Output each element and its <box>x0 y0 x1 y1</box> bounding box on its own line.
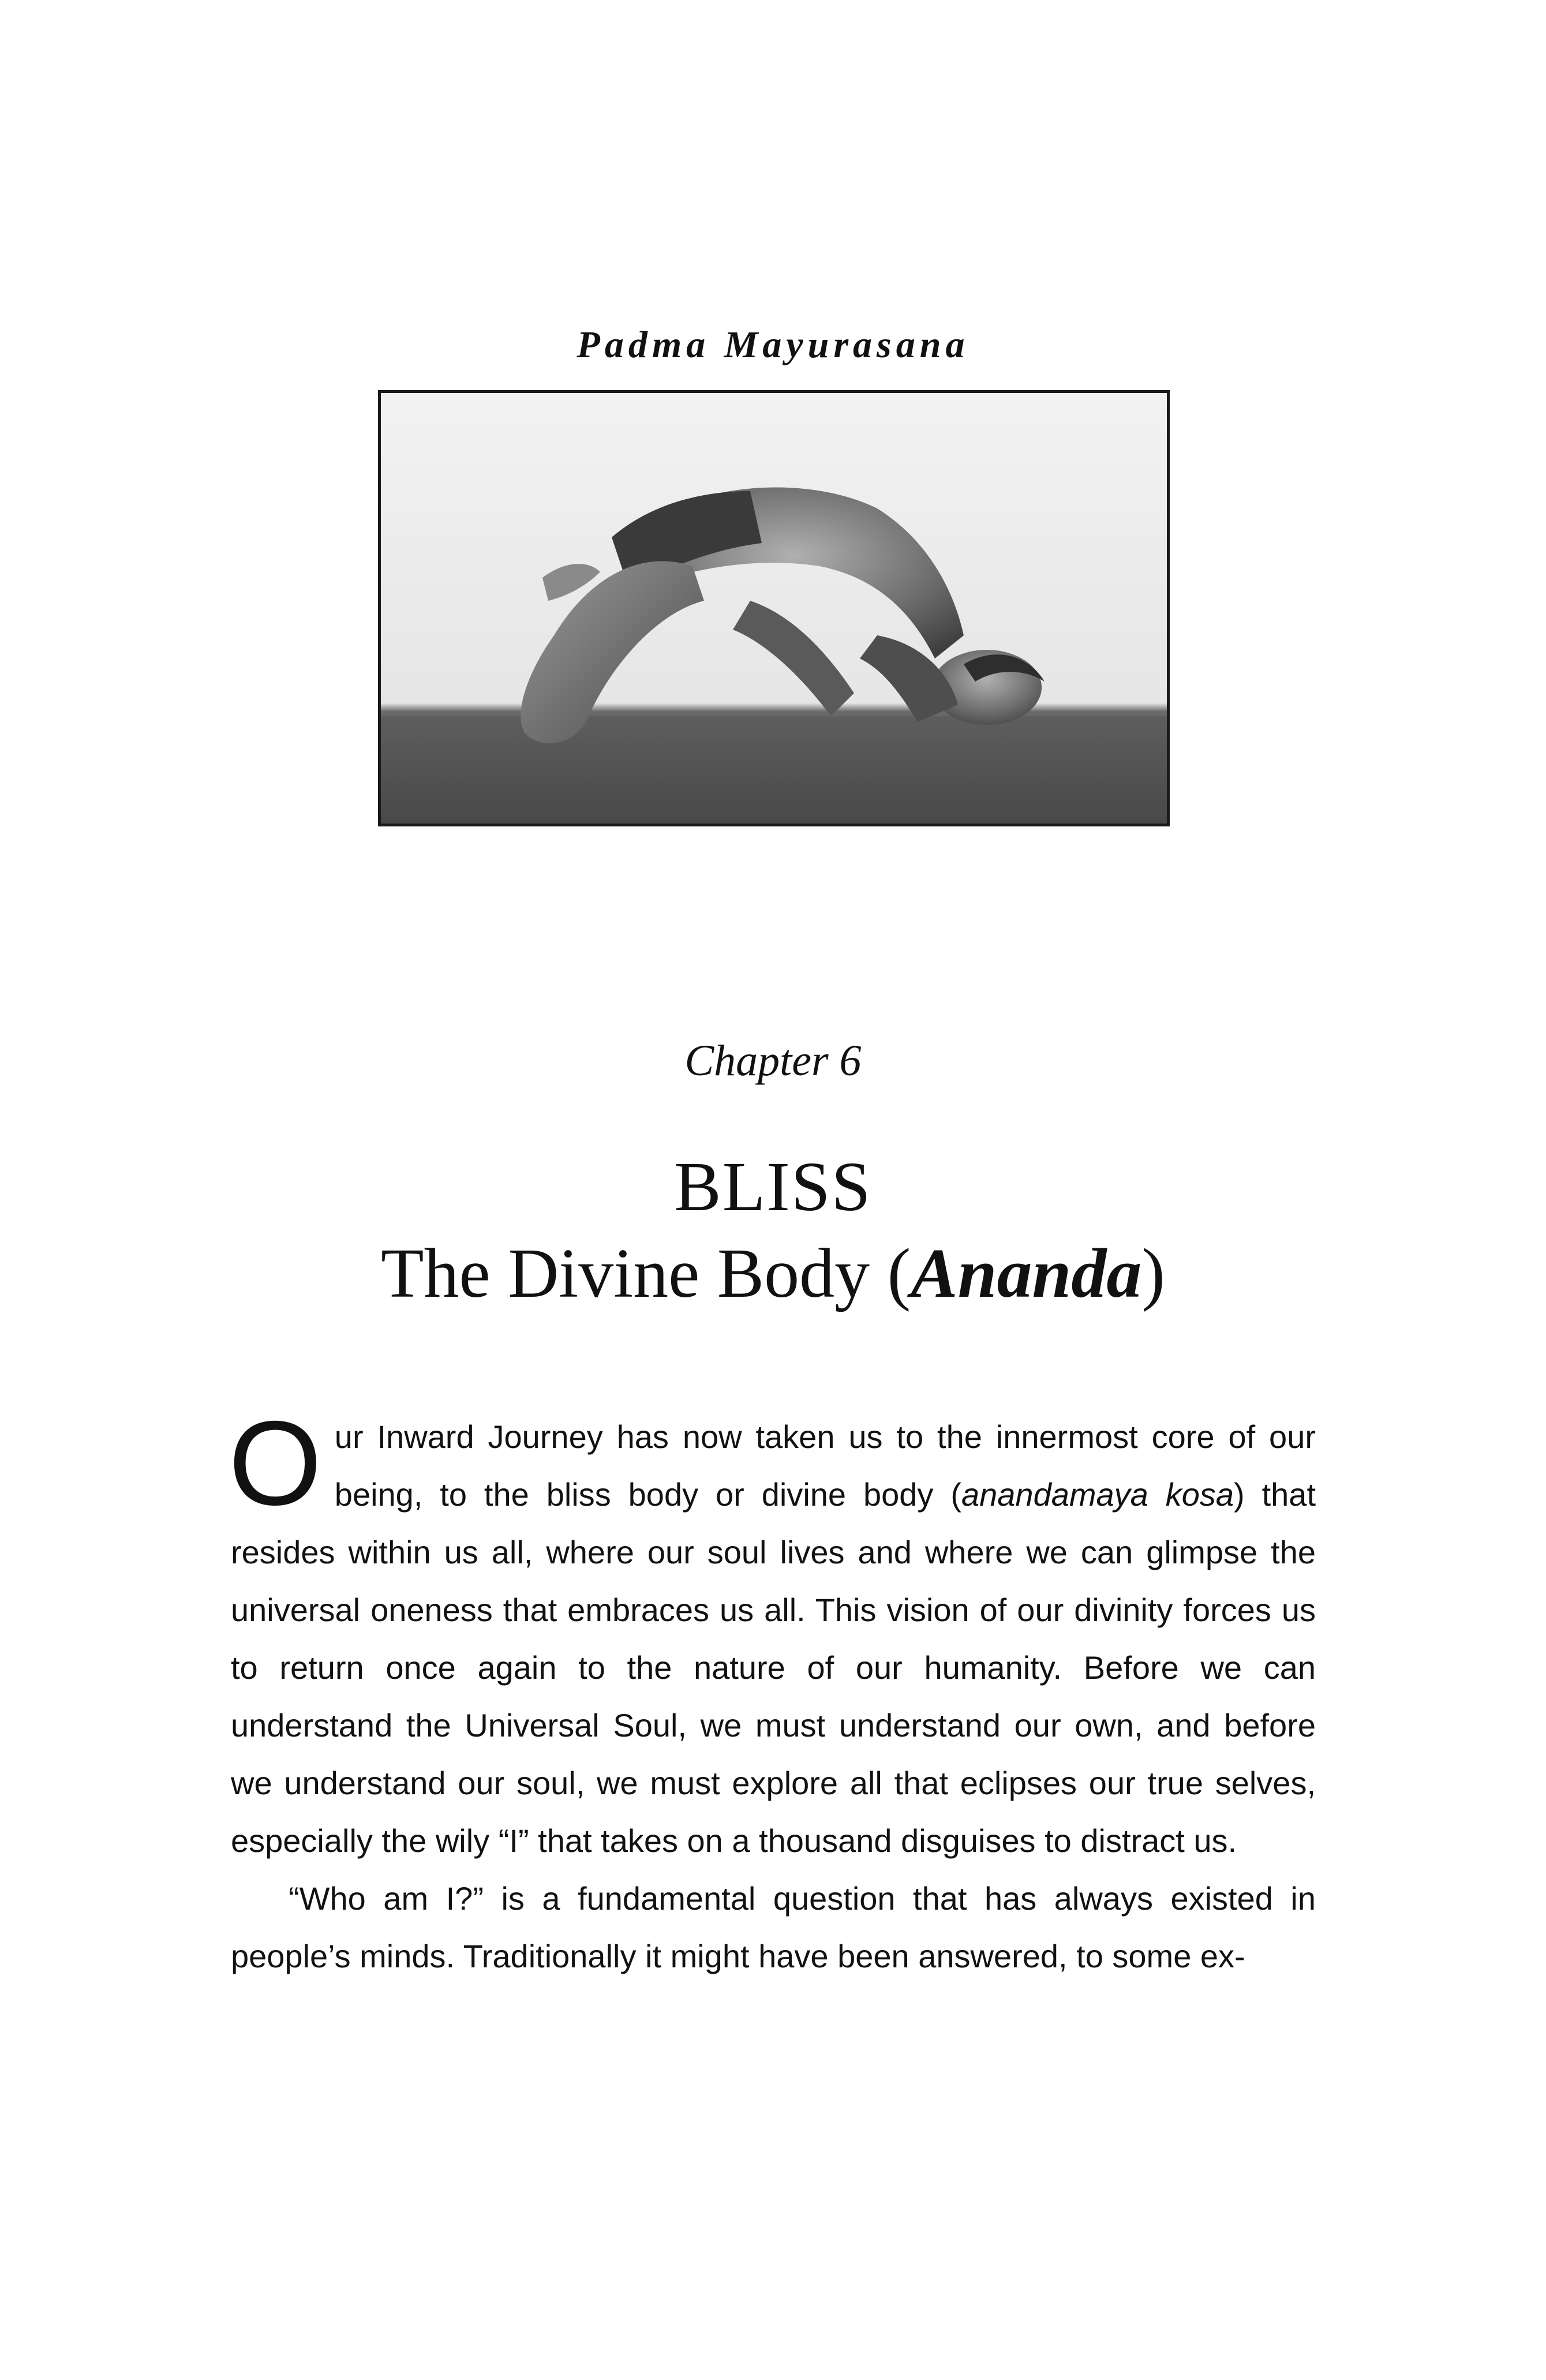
drop-cap: O <box>229 1397 322 1530</box>
yoga-pose-illustration <box>381 393 1167 824</box>
paragraph-1-part-1: ur Inward Journey has now taken us to the innermost core of our being, to the bliss body or divine body ( <box>334 1419 1316 1513</box>
subtitle-suffix: ) <box>1141 1234 1165 1312</box>
yoga-pose-photo <box>378 390 1170 826</box>
figure-caption: Padma Mayurasana <box>577 324 969 366</box>
subtitle-sanskrit-term: Ananda <box>911 1234 1142 1312</box>
chapter-label: Chapter 6 <box>684 1036 862 1085</box>
paragraph-1-part-2: ) that resides within us all, where our soul lives and where we can glimpse the universal oneness that embraces us all. This vision of our divinity forces us to return once again to the nature of our humanity. Before we can understand the Universal Soul, we must understand our own, and before we understand our soul, we must explore all that eclipses our true selves, especially the wily “I” that takes on a thousand disguises to distract us. <box>231 1476 1316 1859</box>
subtitle-prefix: The Divine Body ( <box>381 1234 911 1312</box>
paragraph-1 <box>229 1397 1316 1870</box>
chapter-body <box>229 1397 1316 1985</box>
chapter-title: BLISS <box>674 1148 872 1226</box>
chapter-subtitle <box>0 1235 1546 1312</box>
paragraph-2: “Who am I?” is a fundamental question that has always existed in people’s minds. Traditionally it might have been answered, to some ex- <box>231 1880 1316 1974</box>
sanskrit-term: anandamaya kosa <box>961 1476 1234 1513</box>
